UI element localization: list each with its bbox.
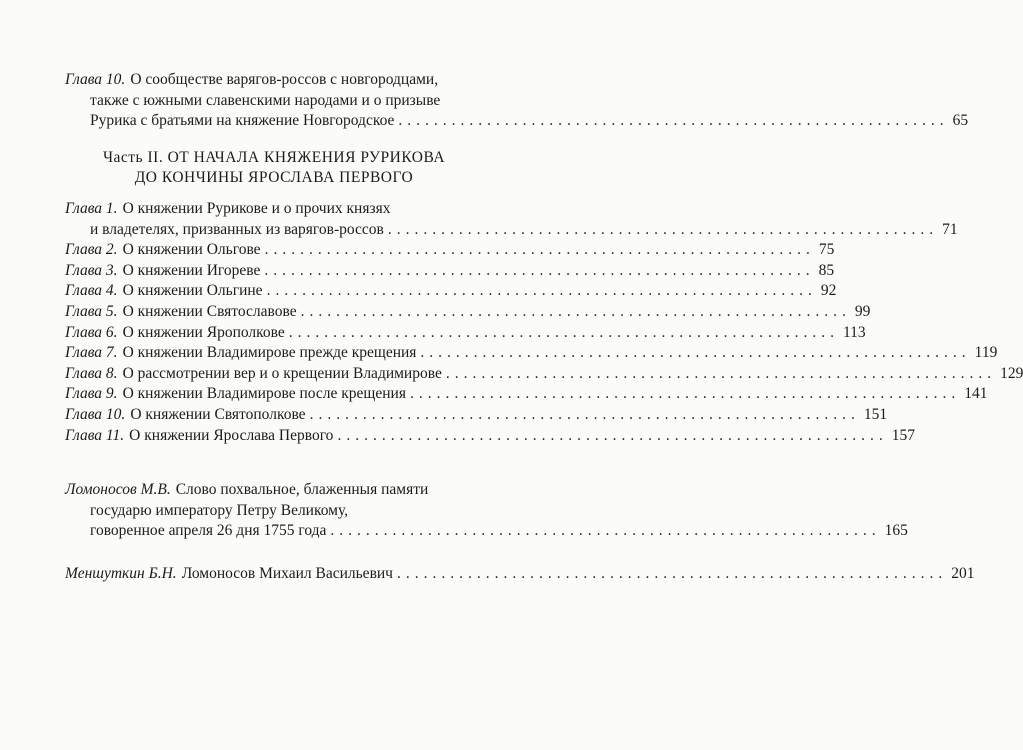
toc-line bbox=[65, 261, 835, 282]
work-title: Слово похвальное, блаженныя памяти bbox=[175, 481, 429, 499]
page-number: 71 bbox=[942, 220, 958, 238]
part-heading: ДО КОНЧИНЫ ЯРОСЛАВА ПЕРВОГО bbox=[134, 169, 414, 187]
chapter-label: Глава 4. bbox=[65, 282, 118, 300]
work-title-continued: государю императору Петру Великому, bbox=[90, 501, 349, 519]
chapter-label: Глава 1. bbox=[65, 199, 118, 217]
toc-line bbox=[65, 343, 998, 364]
page-number: 113 bbox=[843, 323, 866, 341]
page-number: 201 bbox=[951, 564, 975, 582]
page-number: 141 bbox=[964, 385, 988, 403]
chapter-label: Глава 6. bbox=[65, 323, 118, 341]
chapter-title: О княжении Ярополкове bbox=[122, 323, 285, 341]
part-heading: Часть II. ОТ НАЧАЛА КНЯЖЕНИЯ РУРИКОВА bbox=[102, 148, 446, 166]
chapter-label: Глава 10. bbox=[65, 71, 126, 88]
chapter-label: Глава 8. bbox=[65, 364, 118, 382]
dot-leader: .............................................................. bbox=[409, 385, 961, 403]
chapter-title: О рассмотрении вер и о крещении Владимирове bbox=[122, 364, 442, 382]
toc-line bbox=[65, 111, 969, 132]
page-number: 151 bbox=[863, 405, 888, 423]
chapter-title: О княжении Ольгине bbox=[122, 282, 263, 300]
toc-line bbox=[65, 480, 483, 501]
toc-line bbox=[65, 521, 908, 542]
chapter-label: Глава 5. bbox=[65, 302, 118, 320]
chapter-label: Глава 10. bbox=[65, 405, 126, 423]
chapter-title: О княжении Игореве bbox=[122, 261, 261, 279]
table-of-contents bbox=[65, 70, 1023, 584]
page-number: 119 bbox=[974, 344, 998, 362]
dot-leader: .............................................................. bbox=[420, 344, 971, 362]
chapter-title-continued: и владетелях, призванных из варягов-россов bbox=[90, 220, 384, 238]
dot-leader: .............................................................. bbox=[300, 302, 851, 320]
work-title-continued: говоренное апреля 26 дня 1755 года bbox=[90, 522, 327, 540]
toc-line bbox=[65, 240, 835, 261]
toc-line bbox=[65, 384, 988, 405]
toc-line bbox=[65, 364, 1023, 385]
chapter-title-continued: Рурика с братьями на княжение Новгородское bbox=[90, 112, 395, 130]
dot-leader: .............................................................. bbox=[264, 261, 815, 279]
toc-line bbox=[65, 281, 837, 302]
page-number: 85 bbox=[818, 261, 835, 279]
toc-line bbox=[65, 302, 871, 323]
page-number: 75 bbox=[818, 241, 835, 259]
chapter-title: О сообществе варягов-россов с новгородцами, bbox=[130, 71, 439, 88]
dot-leader: .............................................................. bbox=[396, 564, 948, 582]
dot-leader: .............................................................. bbox=[387, 220, 939, 238]
dot-leader: .............................................................. bbox=[337, 426, 888, 444]
chapter-title: О княжении Рурикове и о прочих князях bbox=[122, 199, 391, 217]
page-number: 99 bbox=[854, 302, 871, 320]
chapter-title: О княжении Святославове bbox=[122, 302, 297, 320]
chapter-title: О княжении Ольгове bbox=[122, 241, 261, 259]
toc-line bbox=[65, 91, 483, 112]
chapter-label: Глава 9. bbox=[65, 385, 118, 403]
page-number: 65 bbox=[952, 112, 969, 130]
dot-leader: .............................................................. bbox=[288, 323, 839, 341]
dot-leader: .............................................................. bbox=[264, 241, 815, 259]
dot-leader: .............................................................. bbox=[445, 364, 997, 382]
toc-line bbox=[65, 70, 483, 91]
page-number: 157 bbox=[891, 426, 915, 444]
chapter-label: Глава 3. bbox=[65, 261, 118, 279]
toc-line bbox=[65, 501, 483, 522]
work-title: Ломоносов Михаил Васильевич bbox=[181, 564, 393, 582]
chapter-label: Глава 2. bbox=[65, 241, 118, 259]
page-number: 129 bbox=[1000, 364, 1023, 382]
dot-leader: .............................................................. bbox=[309, 405, 860, 423]
toc-line bbox=[65, 564, 975, 585]
page-number: 92 bbox=[820, 282, 837, 300]
dot-leader: .............................................................. bbox=[398, 112, 949, 130]
chapter-title: О княжении Владимирове после крещения bbox=[122, 385, 406, 403]
toc-line bbox=[65, 426, 915, 447]
chapter-title: О княжении Святополкове bbox=[130, 405, 306, 423]
toc-line bbox=[65, 405, 888, 426]
dot-leader: .............................................................. bbox=[266, 282, 817, 300]
chapter-label: Глава 7. bbox=[65, 344, 118, 362]
author-name: Меншуткин Б.Н. bbox=[65, 564, 177, 582]
chapter-list bbox=[65, 199, 1023, 446]
chapter-title-continued: также с южными славенскими народами и о призыве bbox=[90, 91, 441, 109]
dot-leader: .............................................................. bbox=[330, 522, 881, 540]
chapter-title: О княжении Ярослава Первого bbox=[129, 426, 334, 444]
author-name: Ломоносов М.В. bbox=[65, 481, 171, 499]
toc-line bbox=[65, 220, 958, 241]
toc-line bbox=[65, 323, 866, 344]
page-number: 165 bbox=[884, 522, 908, 540]
chapter-label: Глава 11. bbox=[65, 426, 125, 444]
chapter-title: О княжении Владимирове прежде крещения bbox=[122, 344, 417, 362]
toc-line bbox=[65, 199, 483, 220]
